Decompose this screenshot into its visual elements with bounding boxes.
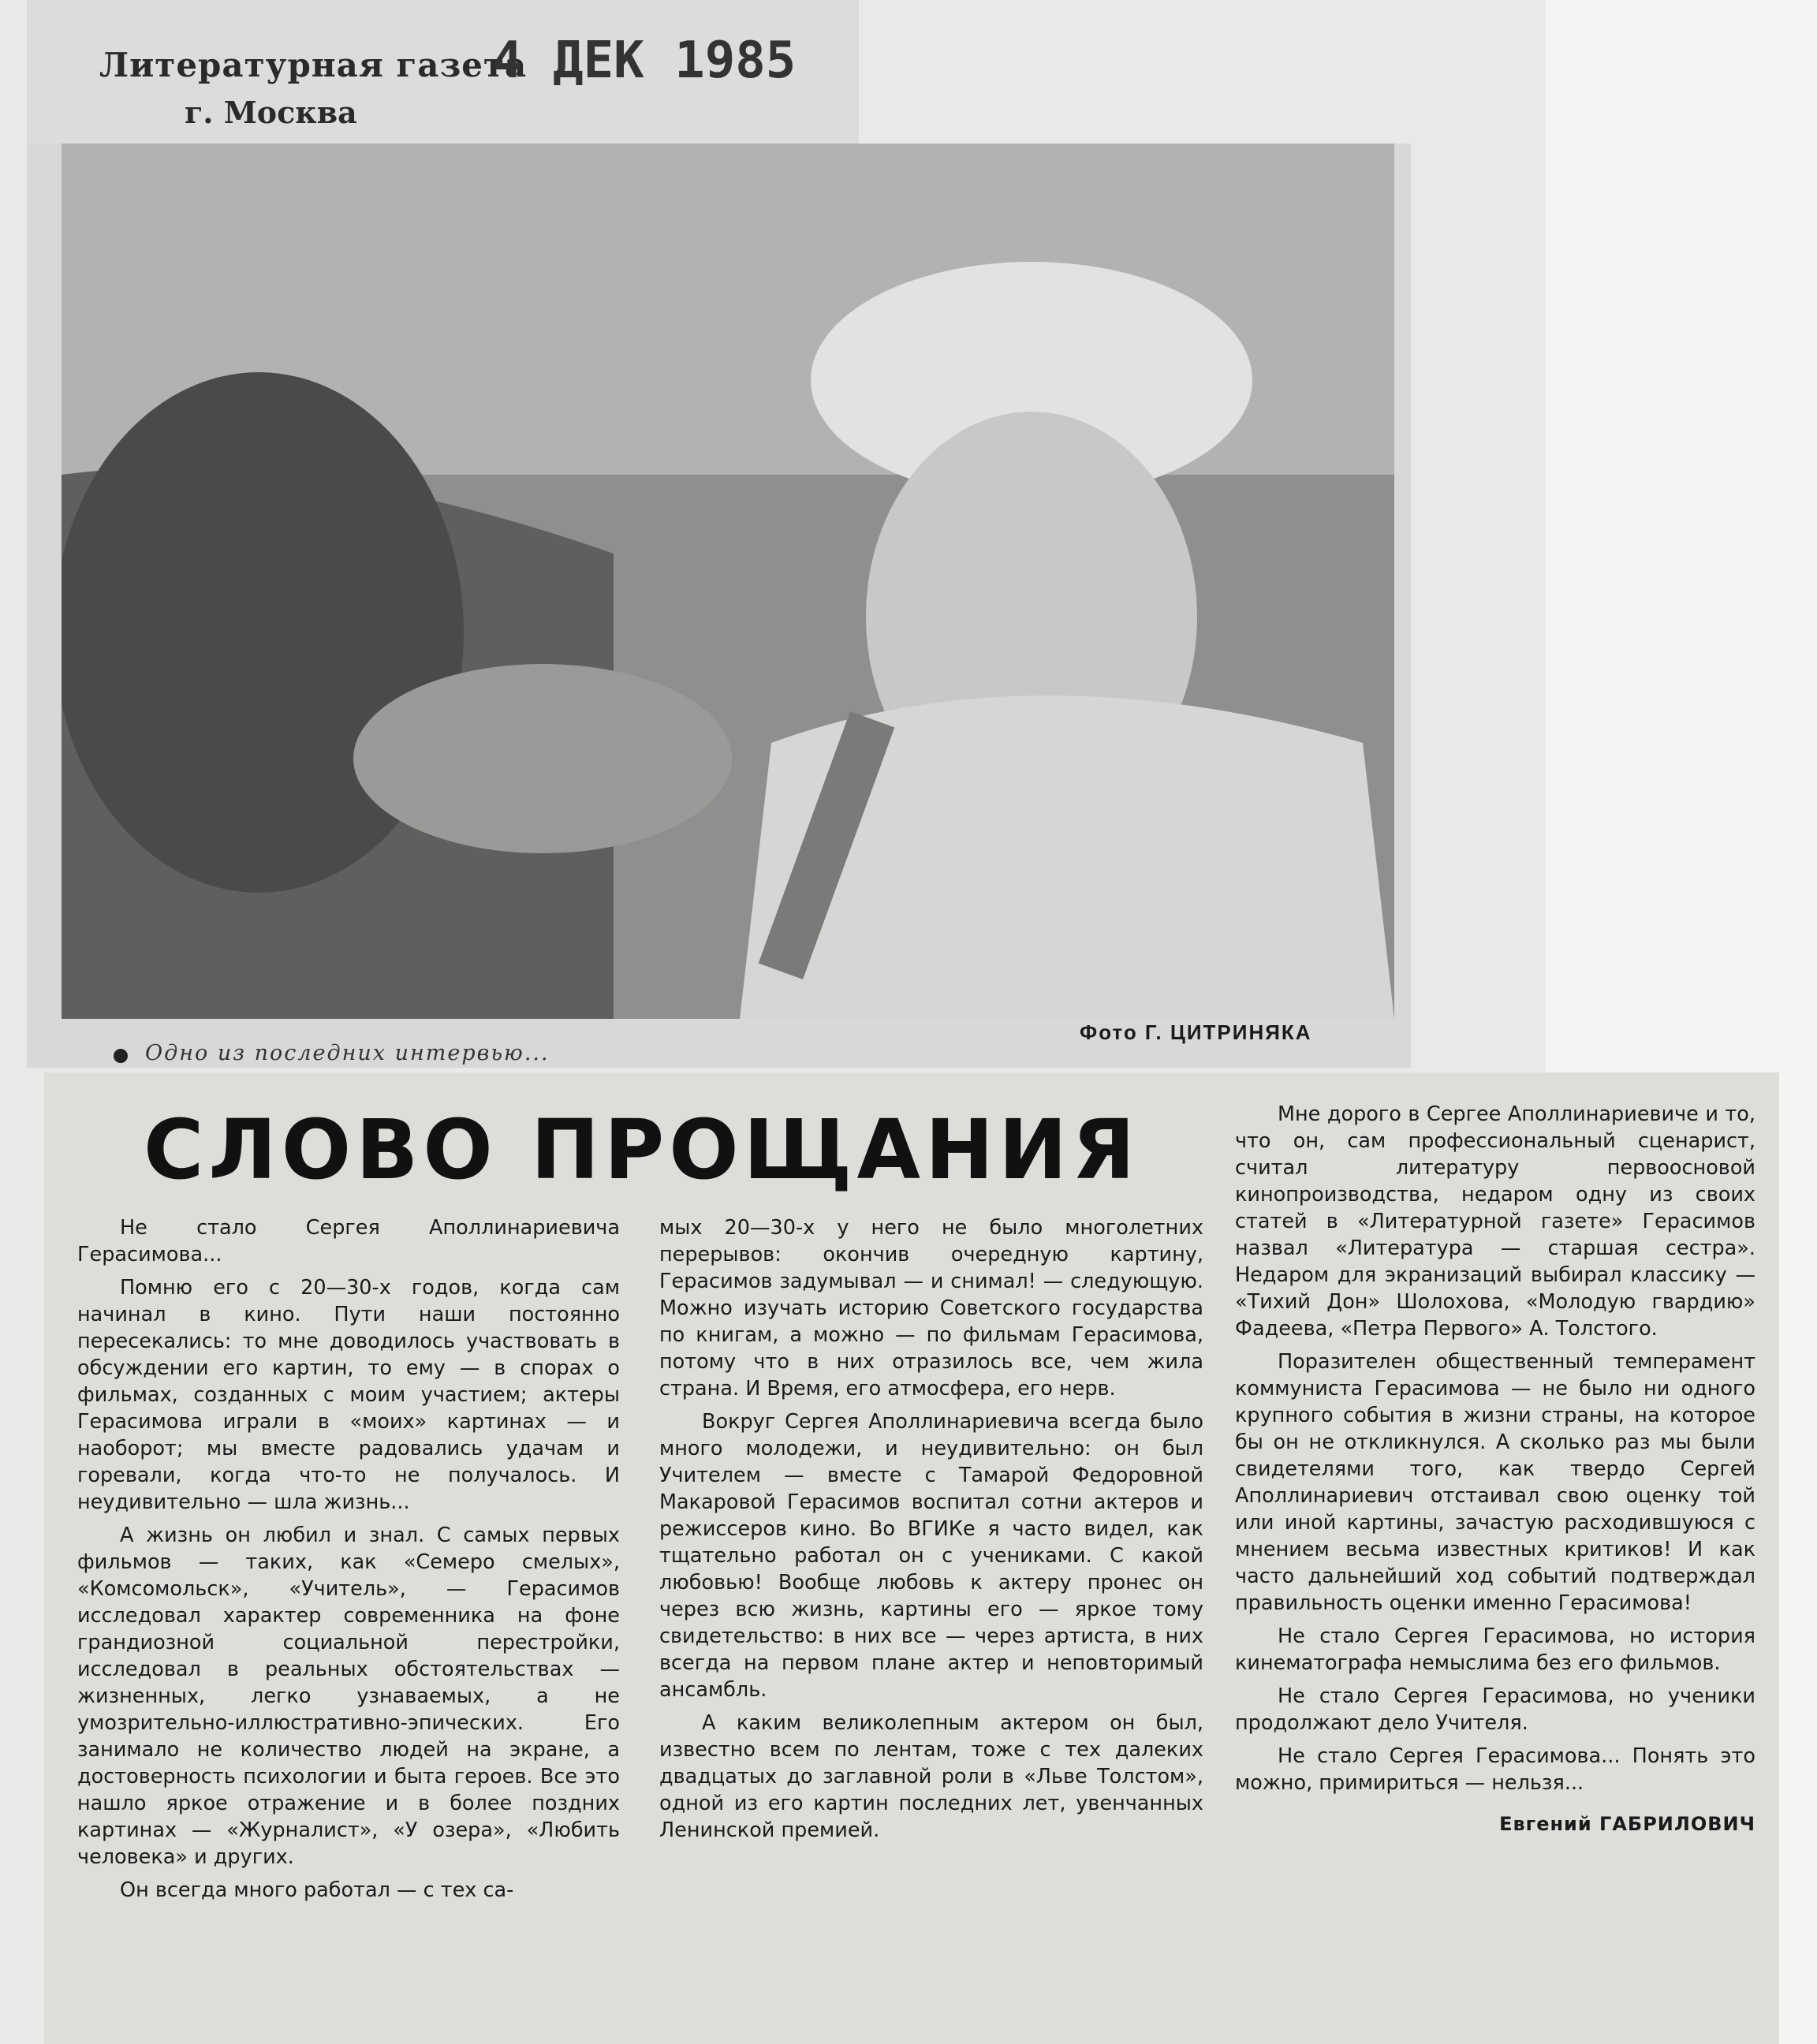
paragraph: мых 20—30-х у него не было многолетних перерывов: окончив очередную картину, Герасимов задумывал — и снимал! — следующую. Можно изучать историю Советского государства по книгам, а можно — по фильмам Герасимова, потому что в них отразилось все, чем жила страна. И Время, его атмосфера, его нерв. [659,1216,1203,1401]
paragraph: Не стало Сергея Герасимова, но ученики продолжают дело Учителя. [1235,1684,1755,1735]
article-clipping [44,1072,1779,2044]
photo-clipping [27,144,1411,1068]
paragraph: Он всегда много работал — с тех са- [120,1878,514,1902]
paragraph: Вокруг Сергея Аполлинариевича всегда было много молодежи, и неудивительно: он был Учителем — вместе с Тамарой Федоровной Макаровой Герасимов воспитал сотни актеров и режиссеров кино. Во ВГИКе я часто видел, как тщательно работал он с учениками. С какой любовью! Вообще любовь к актеру пронес он через всю жизнь, картины его — яркое тому свидетельство: в них все — через артиста, в них всегда на первом плане актер и неповторимый ансамбль. [659,1410,1203,1702]
article-column-3 [1235,1101,1755,1844]
publication-stamp: Литературная газета [99,46,528,84]
photo-credit: Фото Г. ЦИТРИНЯКА [1080,1020,1312,1044]
paragraph: Не стало Сергея Аполлинариевича Герасимова... [77,1216,620,1266]
date-stamp: 4 ДЕК 1985 [492,32,797,90]
paragraph: Не стало Сергея Герасимова, но история кинематографа немыслима без его фильмов. [1235,1624,1755,1675]
photo-illustration [62,144,1394,1019]
paragraph: А каким великолепным актером он был, известно всем по лентам, тоже с тех далеких двадцатых до заглавной роли в «Льве Толстом», одной из его картин последних лет, увенчанных Ленинской премией. [659,1711,1203,1842]
paragraph: Помню его с 20—30-х годов, когда сам начинал в кино. Пути наши постоянно пересекались: то мне доводилось участвовать в обсуждении его картин, то ему — в спорах о фильмах, созданных с моим участием; актеры Герасимова играли в «моих» картинах — и наоборот; мы вместе радовались удачам и горевали, когда что-то не получалось. И неудивительно — шла жизнь... [77,1276,620,1514]
clipping-header [27,0,859,146]
article-column-1 [77,1214,620,1910]
photo-caption: Одно из последних интервью... [145,1041,550,1065]
article-author: Евгений ГАБРИЛОВИЧ [1499,1813,1755,1835]
article-headline: СЛОВО ПРОЩАНИЯ [144,1102,1140,1198]
paragraph: Поразителен общественный темперамент коммуниста Герасимова — не было ни одного крупного события в жизни страны, на которое бы он не откликнулся. А сколько раз мы были свидетелями того, как твердо Сергей Аполлинариевич отстаивал свою оценку той или иной картины, зачастую расходившуюся с мнением весьма известных критиков! И как часто дальнейший ход событий подтверждал правильность оценки именно Герасимова! [1235,1350,1755,1615]
paragraph: Не стало Сергея Герасимова... Понять это можно, примириться — нельзя... [1235,1744,1755,1795]
article-column-2 [659,1214,1203,1850]
caption-bullet-icon [114,1049,128,1063]
interview-photo [62,144,1394,1019]
paragraph: А жизнь он любил и знал. С самых первых фильмов — таких, как «Семеро смелых», «Комсомольск», «Учитель», — Герасимов исследовал характер современника на фоне грандиозной социальной перестройки, исследовал в реальных обстоятельствах — жизненных, легко узнаваемых, а не умозрительно-иллюстративно-эпических. Его занимало не количество людей на экране, а достоверность психологии и быта героев. Все это нашло яркое отражение и в более поздних картинах — «Журналист», «У озера», «Любить человека» и других. [77,1524,620,1869]
city-stamp: г. Москва [185,95,357,130]
paragraph: Мне дорого в Сергее Аполлинариевиче и то, что он, сам профессиональный сценарист, считал литературу первоосновой кинопроизводства, недаром одну из своих статей в «Литературной газете» Герасимов назвал «Литература — старшая сестра». Недаром для экранизаций выбирал классику — «Тихий Дон» Шолохова, «Молодую гвардию» Фадеева, «Петра Первого» А. Толстого. [1235,1102,1755,1341]
